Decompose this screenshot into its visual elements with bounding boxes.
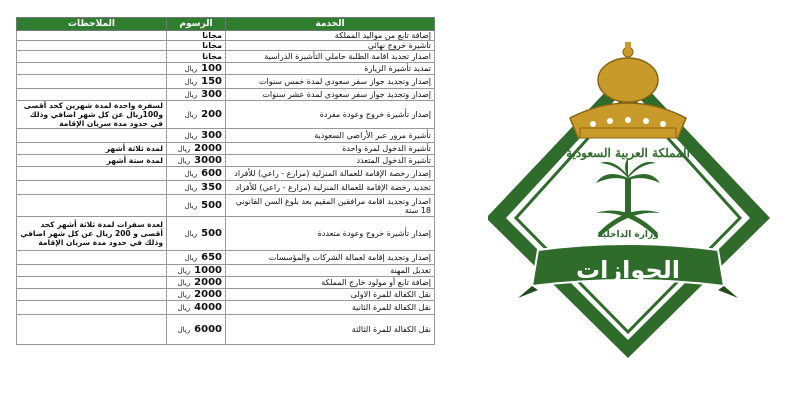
table-row xyxy=(17,315,435,345)
fee-amount: 4000 xyxy=(194,301,222,313)
note-cell xyxy=(17,289,167,301)
fee-currency: ريال xyxy=(177,144,191,153)
fee-cell xyxy=(167,167,226,181)
service-cell: نقل الكفالة للمرة الثالثة xyxy=(226,315,435,345)
fee-cell xyxy=(167,143,226,155)
note-cell xyxy=(17,63,167,75)
table-row xyxy=(17,101,435,129)
fee-currency: ريال xyxy=(184,169,198,178)
note-cell: لسفرة واحدة لمدة شهرين كحد أقصى و100ريال عن كل شهر اضافي وذلك في حدود مدة سريان الإقامة xyxy=(17,101,167,129)
fee-cell xyxy=(167,277,226,289)
service-cell: إصدار رخصة الإقامة للعمالة المنزلية (مزارع - راعي) للأفراد xyxy=(226,167,435,181)
table-row xyxy=(17,89,435,101)
service-cell: تجديد رخصة الإقامة للعمالة المنزلية (مزارع - راعي) للأفراد xyxy=(226,181,435,195)
service-cell: اصدار تجديد اقامة الطلبة حاملي التأشيرة الدراسية xyxy=(226,51,435,63)
service-cell: نقل الكفالة للمرة الاولى xyxy=(226,289,435,301)
fee-amount: 500 xyxy=(201,199,222,211)
fee-amount: مجانا xyxy=(202,52,222,61)
service-cell: تأشيرة الدخول لمرة واحدة xyxy=(226,143,435,155)
fee-amount: 6000 xyxy=(194,323,222,335)
service-cell: تأشيرة مرور عبر الأراضي السعودية xyxy=(226,129,435,143)
fee-amount: مجانا xyxy=(202,31,222,40)
service-cell: نقل الكفالة للمرة الثانية xyxy=(226,301,435,315)
note-cell xyxy=(17,195,167,217)
fee-amount: 300 xyxy=(201,88,222,100)
table-body xyxy=(17,31,435,345)
note-cell xyxy=(17,251,167,265)
note-cell: لمدة ستة أشهر xyxy=(17,155,167,167)
table-row xyxy=(17,51,435,63)
fee-currency: ريال xyxy=(184,201,198,210)
table-row xyxy=(17,289,435,301)
note-cell xyxy=(17,315,167,345)
note-cell: لعدة سفرات لمدة ثلاثة أشهر كحد أقصى و 200 ريال عن كل شهر اضافي وذلك في حدود مدة سريان الإقامة xyxy=(17,217,167,251)
fee-currency: ريال xyxy=(177,325,191,334)
fee-currency: ريال xyxy=(184,110,198,119)
note-cell xyxy=(17,301,167,315)
table-row xyxy=(17,195,435,217)
service-cell: إصدار وتجديد إقامة لعمالة الشركات والمؤسسات xyxy=(226,251,435,265)
service-cell: إصدار وتجديد جواز سفر سعودي لمدة خمس سنوات xyxy=(226,75,435,89)
note-cell xyxy=(17,51,167,63)
table-row xyxy=(17,251,435,265)
table-row xyxy=(17,301,435,315)
note-cell: لمدة ثلاثة أشهر xyxy=(17,143,167,155)
fee-amount: 650 xyxy=(201,251,222,263)
note-cell xyxy=(17,31,167,41)
fee-cell xyxy=(167,195,226,217)
table-row xyxy=(17,181,435,195)
fees-table-container xyxy=(16,17,434,381)
fee-cell xyxy=(167,129,226,143)
fee-amount: 500 xyxy=(201,227,222,239)
fee-currency: ريال xyxy=(184,183,198,192)
note-cell xyxy=(17,265,167,277)
header-fee: الرسوم xyxy=(167,18,226,31)
ministry-text: وزارة الداخلية xyxy=(597,230,659,240)
fee-amount: 150 xyxy=(201,75,222,87)
fee-cell xyxy=(167,217,226,251)
service-cell: إضافة تابع من مواليد المملكة xyxy=(226,31,435,41)
fee-cell xyxy=(167,155,226,167)
fee-cell xyxy=(167,289,226,301)
fee-cell xyxy=(167,101,226,129)
fee-cell xyxy=(167,51,226,63)
table-row xyxy=(17,41,435,51)
fee-currency: ريال xyxy=(177,266,191,275)
fee-currency: ريال xyxy=(177,156,191,165)
fee-amount: 200 xyxy=(201,108,222,120)
fee-currency: ريال xyxy=(184,77,198,86)
note-cell xyxy=(17,167,167,181)
fee-cell xyxy=(167,89,226,101)
table-header-row xyxy=(17,18,435,31)
fee-currency: ريال xyxy=(184,229,198,238)
service-cell: إصدار تأشيرة خروج وعودة مفردة xyxy=(226,101,435,129)
fee-amount: 1000 xyxy=(194,264,222,276)
fee-cell xyxy=(167,265,226,277)
note-cell xyxy=(17,277,167,289)
note-cell xyxy=(17,181,167,195)
fee-amount: 300 xyxy=(201,129,222,141)
note-cell xyxy=(17,41,167,51)
fee-amount: مجانا xyxy=(202,41,222,50)
fee-amount: 100 xyxy=(201,62,222,74)
note-cell xyxy=(17,89,167,101)
fee-currency: ريال xyxy=(184,90,198,99)
service-cell: اصدار وتجديد اقامة مرافقين المقيم بعد بلوغ السن القانوني 18 سنة xyxy=(226,195,435,217)
header-service: الخدمة xyxy=(226,18,435,31)
fee-currency: ريال xyxy=(184,253,198,262)
fee-currency: ريال xyxy=(184,64,198,73)
fee-cell xyxy=(167,75,226,89)
service-cell: تمديد تأشيرة الزيارة xyxy=(226,63,435,75)
fee-currency: ريال xyxy=(177,303,191,312)
banner-title: الجوازات xyxy=(576,256,680,284)
logo-emblem-graphic xyxy=(488,28,778,368)
table-row xyxy=(17,265,435,277)
table-row xyxy=(17,155,435,167)
passports-logo xyxy=(488,28,778,368)
fee-cell xyxy=(167,41,226,51)
fee-amount: 2000 xyxy=(194,288,222,300)
table-row xyxy=(17,167,435,181)
fee-currency: ريال xyxy=(177,290,191,299)
crown-icon xyxy=(570,42,686,138)
fee-amount: 3000 xyxy=(194,154,222,166)
kingdom-text: المملكة العربية السعودية xyxy=(566,146,690,160)
header-notes: الملاحظات xyxy=(17,18,167,31)
fee-amount: 2000 xyxy=(194,276,222,288)
fee-cell xyxy=(167,251,226,265)
fee-currency: ريال xyxy=(184,131,198,140)
fee-amount: 600 xyxy=(201,167,222,179)
table-row xyxy=(17,217,435,251)
fees-table xyxy=(16,17,435,345)
fee-amount: 2000 xyxy=(194,142,222,154)
service-cell: تأشيرة خروج نهائي xyxy=(226,41,435,51)
table-row xyxy=(17,129,435,143)
table-row xyxy=(17,31,435,41)
table-row xyxy=(17,143,435,155)
fee-cell xyxy=(167,63,226,75)
service-cell: إضافة تابع أو مولود خارج المملكة xyxy=(226,277,435,289)
fee-cell xyxy=(167,181,226,195)
service-cell: إصدار وتجديد جواز سفر سعودي لمدة عشر سنوات xyxy=(226,89,435,101)
note-cell xyxy=(17,129,167,143)
fee-currency: ريال xyxy=(177,278,191,287)
fee-cell xyxy=(167,315,226,345)
note-cell xyxy=(17,75,167,89)
table-row xyxy=(17,75,435,89)
service-cell: إصدار تأشيرة خروج وعودة متعددة xyxy=(226,217,435,251)
table-row xyxy=(17,277,435,289)
fee-cell xyxy=(167,31,226,41)
table-row xyxy=(17,63,435,75)
fee-cell xyxy=(167,301,226,315)
service-cell: تأشيرة الدخول المتعدد xyxy=(226,155,435,167)
fee-amount: 350 xyxy=(201,181,222,193)
service-cell: تعديل المهنة xyxy=(226,265,435,277)
